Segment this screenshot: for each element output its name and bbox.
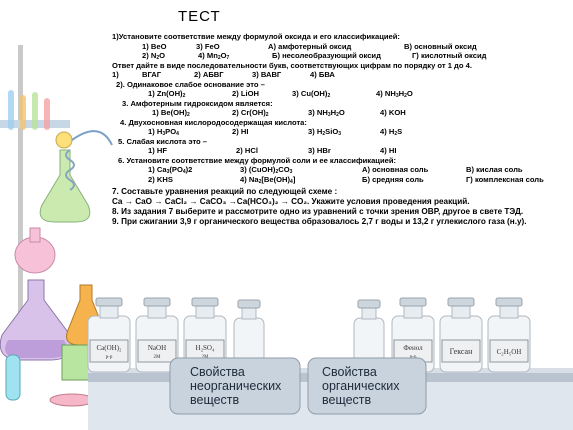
- banner-left-line3: веществ: [190, 393, 240, 407]
- test-content: [112, 32, 562, 227]
- bottle-label-3: H₂SO₄: [195, 344, 215, 352]
- q4-text: 4. Двухосновная кислородосодержащая кислота:: [120, 117, 307, 127]
- bottle-label-6: C₂H₅OH: [496, 348, 522, 356]
- q1-row1: [112, 42, 562, 52]
- q1-class-a: А) амфотерный оксид: [268, 41, 352, 51]
- page-title: ТЕСТ: [178, 8, 221, 25]
- q1-option-3: 3) FeO: [196, 41, 220, 51]
- q1-row2: [112, 51, 562, 61]
- q8-text: 8. Из задания 7 выберите и рассмотрите одно из уравнений с точки зрения ОВР, другое в свете ТЭД.: [112, 207, 524, 216]
- bottle-label-5: Гексан: [449, 347, 473, 356]
- answer-1: ВГАГ: [142, 70, 162, 79]
- q5-options: 1) HF 2) HCl 3) HBr 4) HI: [148, 146, 397, 155]
- banner-left-line2: неорганических: [190, 379, 282, 393]
- q2-text: 2). Одинаковое слабое основание это –: [116, 79, 265, 89]
- banner-left: [170, 358, 300, 414]
- q6-row2: 2) KHS 4) $Na_2[Be(OH)_4]$ Б) средняя соль Г) комплексная соль: [148, 174, 544, 185]
- q1-class-b: Б) несолеобразующий оксид: [272, 51, 381, 60]
- q5-text: 5. Слабая кислота это –: [118, 136, 208, 146]
- q7-text: 7. Составьте уравнения реакций по следующей схеме :: [112, 187, 338, 196]
- banner-right-line1: Свойства: [322, 365, 377, 379]
- q1-text: 1)Установите соответствие между формулой оксида и его классификацией:: [112, 32, 400, 41]
- beaker-green-icon: [62, 345, 90, 380]
- answer-4: 4) БВА: [310, 70, 335, 79]
- banner-right: [308, 358, 426, 414]
- q1-answers: 1) ВГАГ 2) АБВГ 3) ВАВГ 4) БВА: [112, 70, 335, 79]
- stand-rod: [18, 45, 23, 345]
- q1-class-g: Г) кислотный оксид: [412, 51, 487, 60]
- flask-green-icon: [40, 150, 90, 222]
- q6-row1: 1) $Ca_3(PO_4)2$ 3) $(CuOH)_2CO_3$ А) основная соль В) кислая соль: [148, 165, 523, 175]
- q3-options: 1) $Be(OH)_2$ 2) $Cr(OH)_2$ 3) $NH_3H_2O$ 4) KOH: [152, 108, 406, 118]
- q3-text: 3. Амфотерным гидроксидом является:: [122, 98, 273, 108]
- q1-instruction: Ответ дайте в виде последовательности букв, соответствующих цифрам по порядку от 1 до 4.: [112, 60, 472, 70]
- q4-options: 1) $H_3PO_4$ 2) HI 3) $H_2SiO_3$ 4) $H_2S$: [148, 127, 403, 137]
- q1-option-4: 4) $Mn_2O_7$: [198, 51, 230, 61]
- q9-text: 9. При сжигании 3,9 г органического вещества образовалось 2,7 г воды и 13,2 г углекислого газа (н.у).: [112, 217, 527, 226]
- q7-scheme: Ca → CaO → CaCl₂ → CaCO₃ →Ca(HCO₃)₂ → CO₂. Укажите условия проведения реакций.: [112, 197, 470, 206]
- bottle-label-2: NaOH: [147, 344, 167, 352]
- banner-left-line1: Свойства: [190, 365, 245, 379]
- banner-right-line2: органических: [322, 379, 400, 393]
- bottle-sublabel-1: р-р: [105, 355, 113, 360]
- answer-3: 3) ВАВГ: [252, 70, 282, 79]
- q1-class-v: В) основный оксид: [404, 41, 477, 51]
- q1-option-1: 1) BeO: [142, 41, 167, 51]
- q2-options: 1) $Zn(OH)_2$ 2) LiOH 3) $Cu(OH)_2$ 4) $NH_3H_2O$: [148, 89, 413, 99]
- bottle-label-1: Ca(OH)₂: [96, 344, 122, 352]
- q1-option-2: 2) $N_2O$: [142, 51, 166, 61]
- banner-right-line3: веществ: [322, 393, 372, 407]
- bottle-sublabel-2: 2M: [153, 355, 161, 360]
- bottle-label-4: Фенол: [403, 344, 423, 352]
- answer-2: 2) АБВГ: [194, 70, 224, 79]
- q6-text: 6. Установите соответствие между формулой соли и ее классификацией:: [118, 155, 397, 165]
